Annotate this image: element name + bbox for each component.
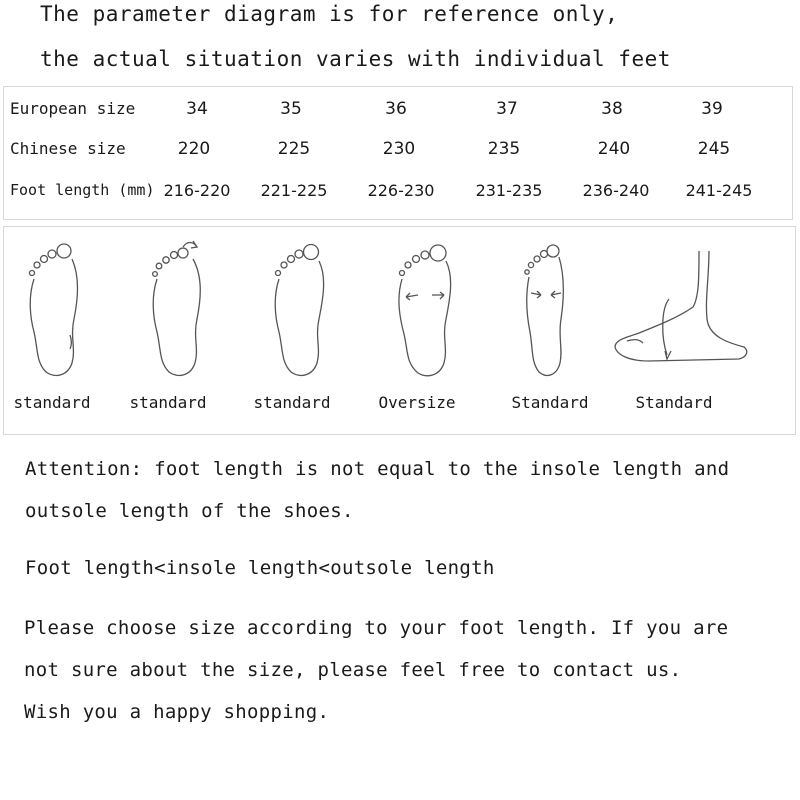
foot-caption: standard xyxy=(13,393,91,412)
row-label: Foot length (mm) xyxy=(10,181,155,199)
intro-line-2: the actual situation varies with individual feet xyxy=(40,47,671,71)
table-cell: 220 xyxy=(177,139,211,159)
size-table xyxy=(3,86,793,220)
table-cell: 36 xyxy=(385,99,407,119)
table-cell: 245 xyxy=(697,139,731,159)
foot-caption: standard xyxy=(253,393,331,412)
table-cell: 240 xyxy=(597,139,631,159)
table-row-chinese xyxy=(4,139,792,169)
table-row-foot-length xyxy=(4,181,792,211)
table-cell: 38 xyxy=(601,99,623,119)
table-cell: 226-230 xyxy=(367,181,435,200)
table-cell: 236-240 xyxy=(582,181,650,200)
foot-caption: Standard xyxy=(511,393,589,412)
table-cell: 35 xyxy=(280,99,302,119)
foot-sole-toe-lift-icon xyxy=(147,237,209,377)
attention-line-2: outsole length of the shoes. xyxy=(25,500,354,522)
attention-line-1: Attention: foot length is not equal to the insole length and xyxy=(25,458,730,480)
table-cell: 221-225 xyxy=(260,181,328,200)
table-cell: 225 xyxy=(277,139,311,159)
foot-caption: standard xyxy=(129,393,207,412)
size-relation-note: Foot length<insole length<outsole length xyxy=(25,557,495,579)
intro-line-1: The parameter diagram is for reference only, xyxy=(40,2,619,26)
table-cell: 37 xyxy=(496,99,518,119)
table-cell: 34 xyxy=(186,99,208,119)
table-cell: 231-235 xyxy=(475,181,543,200)
foot-caption: Oversize xyxy=(378,393,456,412)
foot-sole-icon xyxy=(269,237,331,377)
foot-caption: Standard xyxy=(635,393,713,412)
table-row-european xyxy=(4,99,792,129)
advice-line-2: not sure about the size, please feel free to contact us. xyxy=(24,659,682,681)
table-cell: 230 xyxy=(382,139,416,159)
foot-sole-narrow-icon xyxy=(517,237,577,377)
table-cell: 216-220 xyxy=(163,181,231,200)
table-cell: 235 xyxy=(487,139,521,159)
foot-side-icon xyxy=(609,247,754,377)
table-cell: 39 xyxy=(701,99,723,119)
row-label: European size xyxy=(10,99,136,118)
foot-sole-wide-icon xyxy=(394,237,458,377)
row-label: Chinese size xyxy=(10,139,126,158)
table-cell: 241-245 xyxy=(685,181,753,200)
foot-type-panel xyxy=(3,226,796,435)
wish-line: Wish you a happy shopping. xyxy=(24,701,330,723)
foot-sole-icon xyxy=(24,237,86,377)
advice-line-1: Please choose size according to your foot length. If you are xyxy=(24,617,729,639)
